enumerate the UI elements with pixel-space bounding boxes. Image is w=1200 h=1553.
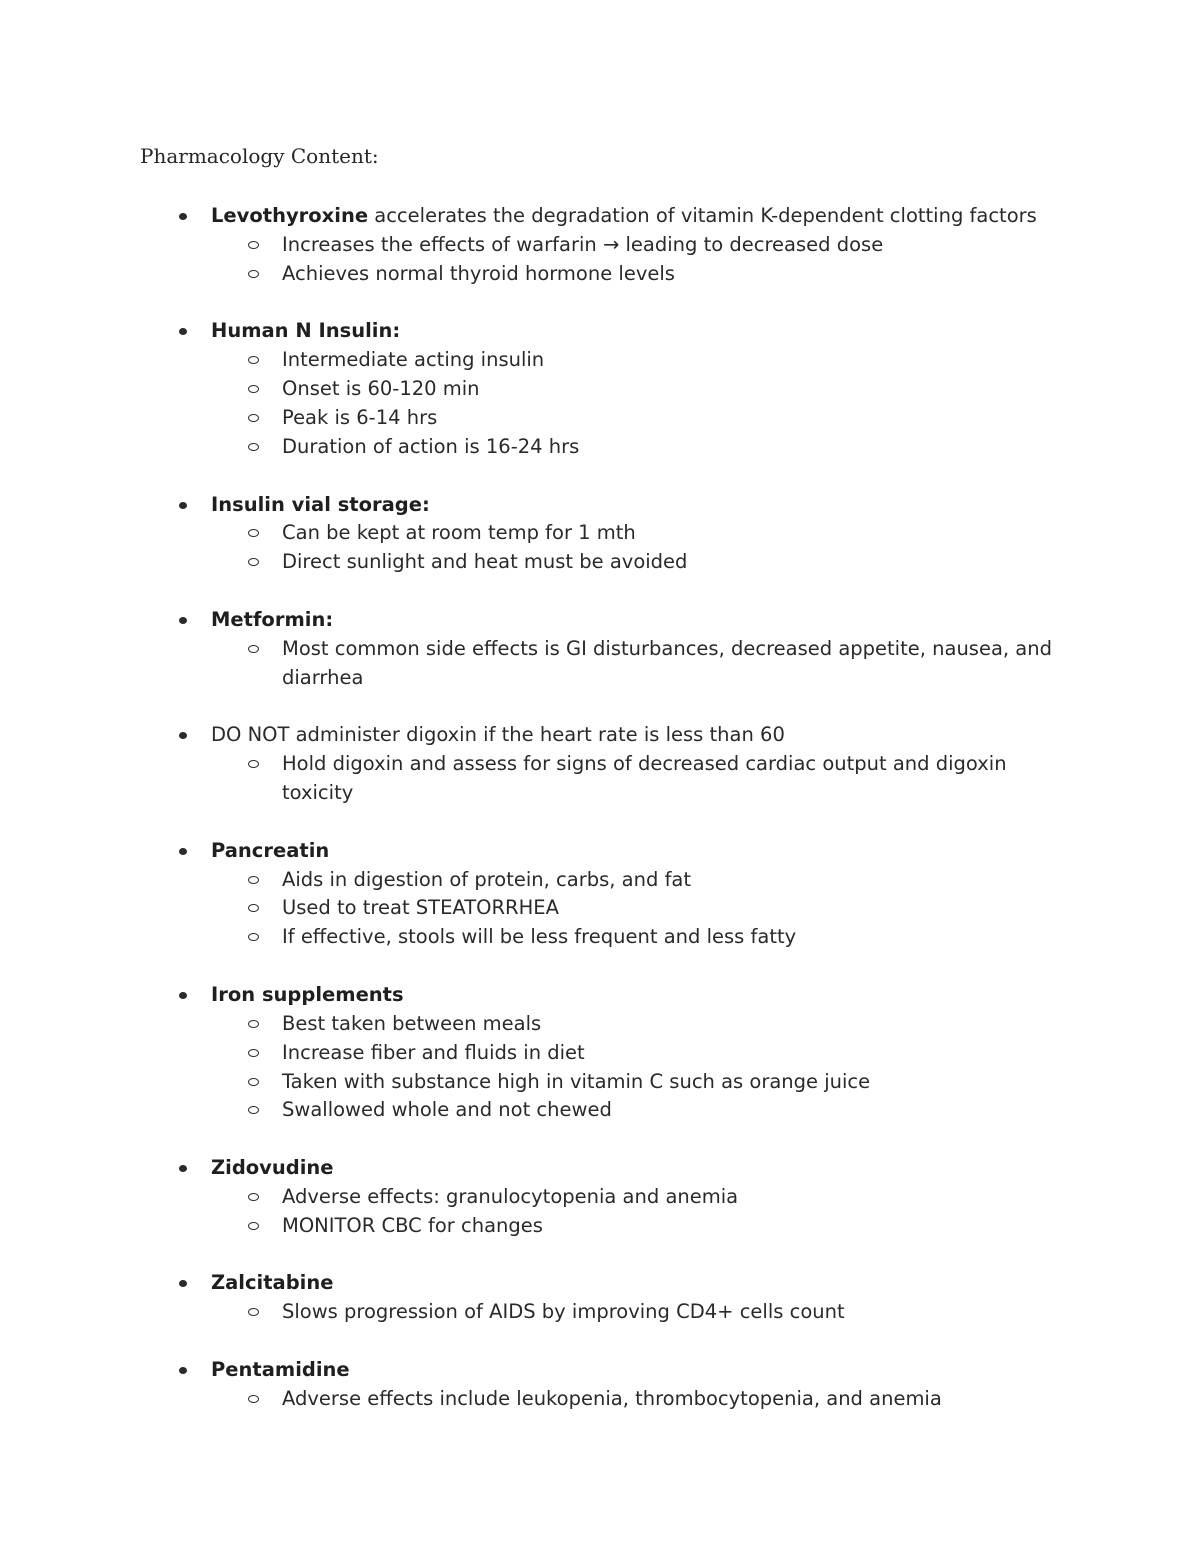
sub-list-item: Achieves normal thyroid hormone levels bbox=[282, 261, 675, 285]
bullet-circle-icon bbox=[248, 1106, 259, 1114]
bullet-dot-icon bbox=[179, 1280, 187, 1287]
bullet-circle-icon bbox=[248, 904, 259, 912]
sub-list-item: Used to treat STEATORRHEA bbox=[282, 896, 559, 920]
list-item-text: DO NOT administer digoxin if the heart rate is less than 60 bbox=[211, 723, 785, 747]
bullet-circle-icon bbox=[248, 876, 259, 884]
list-item-title: Insulin vial storage: bbox=[211, 492, 430, 516]
bullet-circle-icon bbox=[248, 1078, 259, 1086]
document-title: Pharmacology Content: bbox=[140, 144, 379, 168]
bullet-circle-icon bbox=[248, 760, 259, 768]
sub-list-item: Peak is 6-14 hrs bbox=[282, 405, 438, 429]
bullet-dot-icon bbox=[179, 1165, 187, 1172]
list-item-title: Iron supplements bbox=[211, 982, 404, 1006]
bullet-circle-icon bbox=[248, 270, 259, 278]
list-item-text: accelerates the degradation of vitamin K-dependent clotting factors bbox=[368, 204, 1037, 227]
bullet-circle-icon bbox=[248, 558, 259, 566]
sub-list-item: Best taken between meals bbox=[282, 1011, 542, 1035]
bullet-circle-icon bbox=[248, 529, 259, 537]
bullet-dot-icon bbox=[179, 502, 187, 509]
bullet-circle-icon bbox=[248, 1049, 259, 1057]
sub-list-item: Swallowed whole and not chewed bbox=[282, 1098, 612, 1122]
bullet-circle-icon bbox=[248, 385, 259, 393]
bullet-circle-icon bbox=[248, 1020, 259, 1028]
list-item-heading bbox=[211, 1355, 350, 1384]
bullet-circle-icon bbox=[248, 1193, 259, 1201]
sub-list-item: Slows progression of AIDS by improving CD4+ cells count bbox=[282, 1300, 845, 1324]
bullet-circle-icon bbox=[248, 1308, 259, 1316]
bullet-circle-icon bbox=[248, 241, 259, 249]
list-item-heading bbox=[211, 836, 329, 865]
bullet-circle-icon bbox=[248, 443, 259, 451]
sub-list-item: MONITOR CBC for changes bbox=[282, 1213, 543, 1237]
list-item-title: Zidovudine bbox=[211, 1156, 334, 1180]
sub-list-item: Intermediate acting insulin bbox=[282, 348, 545, 372]
sub-list-item: Adverse effects: granulocytopenia and anemia bbox=[282, 1184, 739, 1208]
list-item-title: Zalcitabine bbox=[211, 1271, 334, 1295]
bullet-dot-icon bbox=[179, 848, 187, 855]
list-item-title: Metformin: bbox=[211, 607, 334, 631]
sub-list-item: Increase fiber and fluids in diet bbox=[282, 1040, 585, 1064]
bullet-dot-icon bbox=[179, 732, 187, 739]
sub-list-item: Hold digoxin and assess for signs of decreased cardiac output and digoxin bbox=[282, 752, 1007, 776]
list-item-heading bbox=[211, 1153, 334, 1182]
bullet-dot-icon bbox=[179, 328, 187, 335]
bullet-circle-icon bbox=[248, 356, 259, 364]
sub-list-item: Aids in digestion of protein, carbs, and fat bbox=[282, 867, 692, 891]
sub-list-item: If effective, stools will be less frequent and less fatty bbox=[282, 925, 797, 949]
list-item-heading bbox=[211, 1268, 333, 1297]
list-item-heading bbox=[211, 316, 400, 345]
sub-list-item: toxicity bbox=[282, 781, 354, 804]
list-item-heading bbox=[211, 720, 785, 749]
bullet-dot-icon bbox=[179, 1367, 187, 1374]
list-item-heading bbox=[211, 490, 430, 519]
bullet-dot-icon bbox=[179, 992, 187, 999]
sub-list-item: diarrhea bbox=[282, 665, 364, 689]
bullet-circle-icon bbox=[248, 1222, 259, 1230]
sub-list-item: Direct sunlight and heat must be avoided bbox=[282, 550, 688, 574]
bullet-circle-icon bbox=[248, 414, 259, 422]
list-item-heading bbox=[211, 980, 404, 1009]
sub-list-item: Adverse effects include leukopenia, thrombocytopenia, and anemia bbox=[282, 1386, 942, 1410]
list-item-heading bbox=[211, 605, 333, 634]
list-item-title: Pentamidine bbox=[211, 1358, 350, 1381]
sub-list-item: Can be kept at room temp for 1 mth bbox=[282, 521, 636, 545]
list-item-title: Pancreatin bbox=[211, 838, 330, 862]
list-item-heading bbox=[211, 201, 1037, 230]
sub-list-item: Increases the effects of warfarin → leading to decreased dose bbox=[282, 232, 884, 256]
sub-list-item: Onset is 60-120 min bbox=[282, 377, 480, 401]
sub-list-item: Duration of action is 16-24 hrs bbox=[282, 434, 580, 458]
bullet-dot-icon bbox=[179, 213, 187, 220]
sub-list-item: Taken with substance high in vitamin C such as orange juice bbox=[282, 1069, 871, 1093]
list-item-title: Levothyroxine bbox=[211, 204, 369, 227]
bullet-circle-icon bbox=[248, 645, 259, 653]
sub-list-item: Most common side effects is GI disturbances, decreased appetite, nausea, and bbox=[282, 636, 1052, 660]
bullet-circle-icon bbox=[248, 933, 259, 941]
list-item-title: Human N Insulin: bbox=[211, 319, 401, 343]
bullet-dot-icon bbox=[179, 617, 187, 624]
bullet-circle-icon bbox=[248, 1395, 259, 1403]
